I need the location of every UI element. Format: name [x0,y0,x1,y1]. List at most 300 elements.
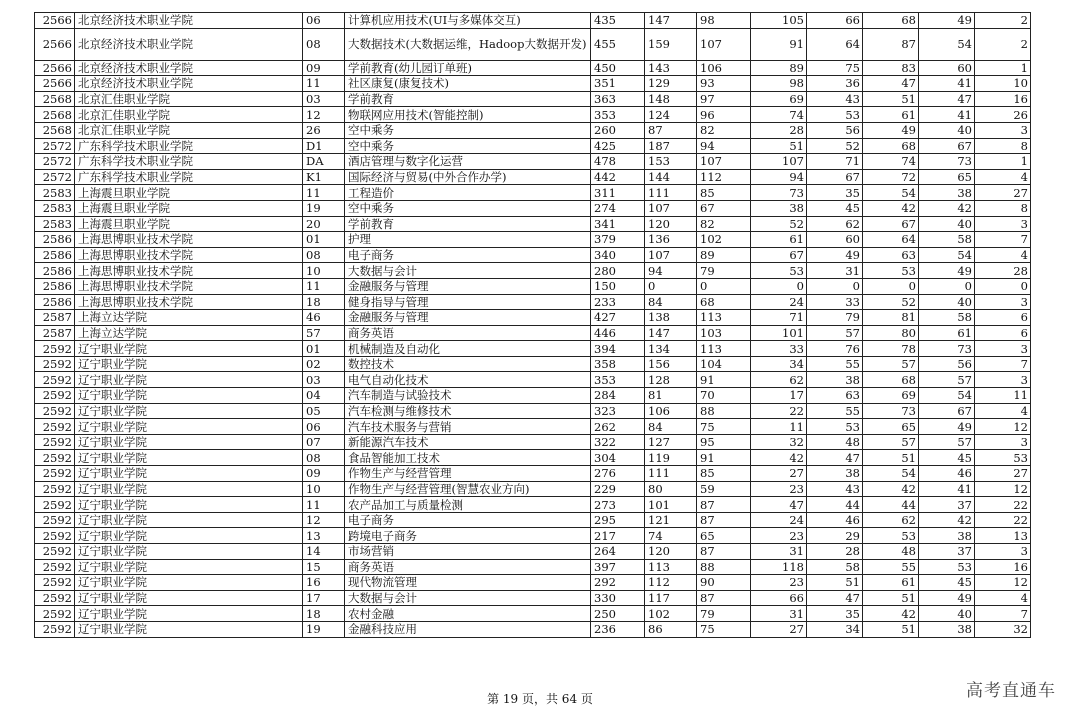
cell-score-f: 67 [919,403,975,419]
cell-count: 4 [975,403,1031,419]
cell-total-score: 276 [591,466,645,482]
cell-score-c: 53 [751,263,807,279]
cell-score-a: 111 [645,466,697,482]
cell-total-score: 304 [591,450,645,466]
cell-major-name: 机械制造及自动化 [345,341,591,357]
cell-score-d: 36 [807,76,863,92]
cell-score-a: 121 [645,512,697,528]
cell-score-a: 128 [645,372,697,388]
cell-score-a: 106 [645,403,697,419]
cell-score-b: 104 [697,356,751,372]
cell-score-e: 54 [863,185,919,201]
cell-major-name: 商务英语 [345,325,591,341]
cell-score-d: 53 [807,107,863,123]
cell-count: 0 [975,278,1031,294]
cell-score-a: 113 [645,559,697,575]
cell-count: 3 [975,294,1031,310]
cell-total-score: 435 [591,13,645,29]
cell-school-name: 辽宁职业学院 [75,403,303,419]
cell-score-b: 112 [697,169,751,185]
table-row [35,185,1031,201]
cell-score-e: 47 [863,76,919,92]
cell-school-code: 2586 [35,294,75,310]
cell-score-c: 27 [751,466,807,482]
table-row [35,200,1031,216]
cell-major-name: 新能源汽车技术 [345,434,591,450]
cell-total-score: 150 [591,278,645,294]
cell-score-a: 120 [645,544,697,560]
cell-score-a: 148 [645,91,697,107]
cell-score-e: 61 [863,107,919,123]
cell-school-code: 2592 [35,388,75,404]
cell-score-c: 42 [751,450,807,466]
cell-school-name: 北京经济技术职业学院 [75,60,303,76]
table-row [35,434,1031,450]
cell-score-b: 79 [697,263,751,279]
cell-total-score: 351 [591,76,645,92]
cell-school-code: 2592 [35,356,75,372]
cell-total-score: 340 [591,247,645,263]
table-row [35,559,1031,575]
cell-score-a: 112 [645,575,697,591]
cell-school-name: 辽宁职业学院 [75,434,303,450]
cell-score-b: 103 [697,325,751,341]
cell-school-name: 北京经济技术职业学院 [75,76,303,92]
cell-school-name: 广东科学技术职业学院 [75,154,303,170]
cell-score-e: 49 [863,122,919,138]
cell-score-b: 0 [697,278,751,294]
cell-score-b: 94 [697,138,751,154]
cell-score-b: 97 [697,91,751,107]
cell-score-d: 48 [807,434,863,450]
table-row [35,481,1031,497]
cell-score-d: 47 [807,590,863,606]
cell-school-name: 上海思博职业技术学院 [75,278,303,294]
cell-school-name: 上海震旦职业学院 [75,185,303,201]
cell-score-b: 87 [697,544,751,560]
cell-score-b: 98 [697,13,751,29]
cell-major-name: 金融服务与管理 [345,278,591,294]
cell-major-code: 07 [303,434,345,450]
cell-score-e: 52 [863,294,919,310]
table-row [35,278,1031,294]
cell-score-e: 72 [863,169,919,185]
cell-score-f: 41 [919,76,975,92]
cell-score-f: 42 [919,512,975,528]
table-row [35,60,1031,76]
cell-score-d: 34 [807,621,863,637]
cell-major-name: 空中乘务 [345,122,591,138]
cell-major-code: 11 [303,76,345,92]
cell-score-e: 62 [863,512,919,528]
table-row [35,263,1031,279]
cell-score-d: 45 [807,200,863,216]
table-row [35,13,1031,29]
cell-school-code: 2566 [35,76,75,92]
table-row [35,388,1031,404]
cell-score-a: 144 [645,169,697,185]
cell-major-name: 商务英语 [345,559,591,575]
cell-score-a: 102 [645,606,697,622]
score-table-container [34,12,1030,638]
cell-score-e: 87 [863,28,919,60]
cell-score-a: 101 [645,497,697,513]
cell-score-f: 40 [919,294,975,310]
cell-count: 1 [975,154,1031,170]
cell-count: 3 [975,544,1031,560]
cell-school-name: 北京汇佳职业学院 [75,91,303,107]
cell-major-code: 46 [303,310,345,326]
cell-score-f: 46 [919,466,975,482]
cell-school-code: 2566 [35,13,75,29]
cell-total-score: 379 [591,232,645,248]
cell-score-a: 94 [645,263,697,279]
cell-score-b: 87 [697,512,751,528]
table-row [35,216,1031,232]
cell-score-b: 89 [697,247,751,263]
cell-score-e: 51 [863,621,919,637]
table-row [35,76,1031,92]
cell-score-e: 0 [863,278,919,294]
cell-major-code: 19 [303,200,345,216]
cell-school-name: 辽宁职业学院 [75,575,303,591]
cell-score-f: 38 [919,528,975,544]
cell-score-d: 57 [807,325,863,341]
cell-score-b: 113 [697,341,751,357]
cell-major-name: 学前教育 [345,216,591,232]
cell-score-b: 85 [697,185,751,201]
cell-score-a: 117 [645,590,697,606]
cell-score-f: 49 [919,419,975,435]
cell-total-score: 353 [591,107,645,123]
cell-score-c: 52 [751,216,807,232]
cell-score-d: 79 [807,310,863,326]
cell-score-e: 53 [863,528,919,544]
cell-score-d: 43 [807,91,863,107]
cell-school-name: 辽宁职业学院 [75,528,303,544]
cell-score-f: 67 [919,138,975,154]
cell-score-e: 68 [863,138,919,154]
cell-score-f: 54 [919,28,975,60]
cell-major-code: 17 [303,590,345,606]
cell-total-score: 425 [591,138,645,154]
cell-score-c: 73 [751,185,807,201]
cell-count: 11 [975,388,1031,404]
cell-total-score: 450 [591,60,645,76]
cell-score-f: 61 [919,325,975,341]
cell-major-code: 14 [303,544,345,560]
cell-score-b: 107 [697,154,751,170]
cell-score-f: 40 [919,216,975,232]
cell-score-b: 93 [697,76,751,92]
cell-score-d: 29 [807,528,863,544]
cell-score-c: 74 [751,107,807,123]
cell-score-a: 153 [645,154,697,170]
cell-score-d: 55 [807,403,863,419]
cell-score-d: 71 [807,154,863,170]
cell-score-e: 80 [863,325,919,341]
cell-school-code: 2572 [35,138,75,154]
table-row [35,122,1031,138]
cell-total-score: 262 [591,419,645,435]
cell-major-code: 08 [303,450,345,466]
cell-score-b: 91 [697,372,751,388]
cell-score-d: 44 [807,497,863,513]
cell-major-code: 02 [303,356,345,372]
table-row [35,91,1031,107]
cell-score-a: 136 [645,232,697,248]
cell-major-name: 汽车制造与试验技术 [345,388,591,404]
cell-school-code: 2586 [35,263,75,279]
cell-count: 12 [975,419,1031,435]
cell-major-code: 03 [303,372,345,388]
cell-count: 1 [975,60,1031,76]
cell-total-score: 427 [591,310,645,326]
cell-score-c: 69 [751,91,807,107]
cell-major-code: 18 [303,606,345,622]
cell-score-f: 49 [919,263,975,279]
cell-count: 6 [975,325,1031,341]
cell-school-code: 2592 [35,481,75,497]
cell-total-score: 330 [591,590,645,606]
cell-score-e: 53 [863,263,919,279]
cell-school-name: 辽宁职业学院 [75,621,303,637]
cell-score-b: 67 [697,200,751,216]
cell-score-d: 75 [807,60,863,76]
cell-total-score: 229 [591,481,645,497]
cell-school-code: 2592 [35,575,75,591]
table-row [35,325,1031,341]
cell-total-score: 274 [591,200,645,216]
cell-major-name: 大数据与会计 [345,263,591,279]
cell-score-c: 61 [751,232,807,248]
cell-score-d: 56 [807,122,863,138]
cell-score-d: 38 [807,372,863,388]
cell-score-f: 42 [919,200,975,216]
cell-score-f: 58 [919,310,975,326]
cell-major-name: 电子商务 [345,512,591,528]
cell-score-e: 42 [863,606,919,622]
cell-major-code: 11 [303,185,345,201]
cell-score-c: 67 [751,247,807,263]
cell-major-name: 汽车技术服务与营销 [345,419,591,435]
cell-score-e: 73 [863,403,919,419]
cell-score-c: 66 [751,590,807,606]
cell-score-e: 64 [863,232,919,248]
score-table-body [35,13,1031,638]
cell-score-d: 64 [807,28,863,60]
cell-score-e: 57 [863,356,919,372]
cell-score-a: 187 [645,138,697,154]
cell-major-name: 空中乘务 [345,200,591,216]
cell-school-name: 北京经济技术职业学院 [75,28,303,60]
cell-score-b: 95 [697,434,751,450]
cell-score-c: 28 [751,122,807,138]
cell-score-b: 59 [697,481,751,497]
cell-score-a: 134 [645,341,697,357]
cell-score-a: 87 [645,122,697,138]
cell-score-e: 55 [863,559,919,575]
cell-major-code: 20 [303,216,345,232]
cell-school-name: 北京汇佳职业学院 [75,122,303,138]
cell-score-b: 87 [697,497,751,513]
table-row [35,247,1031,263]
cell-school-code: 2583 [35,200,75,216]
cell-total-score: 323 [591,403,645,419]
cell-score-d: 38 [807,466,863,482]
cell-major-code: 06 [303,419,345,435]
cell-major-name: 工程造价 [345,185,591,201]
cell-school-code: 2592 [35,466,75,482]
cell-score-b: 82 [697,122,751,138]
cell-score-e: 51 [863,450,919,466]
cell-score-d: 33 [807,294,863,310]
cell-major-name: 护理 [345,232,591,248]
cell-total-score: 284 [591,388,645,404]
cell-count: 27 [975,466,1031,482]
cell-major-name: 健身指导与管理 [345,294,591,310]
cell-score-a: 119 [645,450,697,466]
cell-score-a: 74 [645,528,697,544]
cell-count: 4 [975,247,1031,263]
cell-count: 3 [975,122,1031,138]
cell-count: 16 [975,91,1031,107]
cell-school-name: 广东科学技术职业学院 [75,138,303,154]
cell-score-d: 63 [807,388,863,404]
cell-score-c: 94 [751,169,807,185]
table-row [35,107,1031,123]
cell-score-f: 47 [919,91,975,107]
cell-count: 13 [975,528,1031,544]
cell-school-code: 2572 [35,154,75,170]
cell-score-a: 111 [645,185,697,201]
cell-school-code: 2592 [35,512,75,528]
cell-score-c: 24 [751,294,807,310]
cell-school-name: 辽宁职业学院 [75,356,303,372]
table-row [35,138,1031,154]
cell-school-code: 2592 [35,559,75,575]
cell-school-code: 2592 [35,528,75,544]
cell-score-e: 67 [863,216,919,232]
cell-total-score: 455 [591,28,645,60]
cell-score-c: 23 [751,481,807,497]
cell-school-name: 辽宁职业学院 [75,466,303,482]
cell-school-name: 北京汇佳职业学院 [75,107,303,123]
cell-school-name: 辽宁职业学院 [75,590,303,606]
cell-total-score: 394 [591,341,645,357]
cell-total-score: 311 [591,185,645,201]
cell-score-b: 75 [697,419,751,435]
cell-score-c: 89 [751,60,807,76]
cell-score-b: 96 [697,107,751,123]
cell-score-e: 42 [863,200,919,216]
cell-score-e: 54 [863,466,919,482]
cell-total-score: 478 [591,154,645,170]
cell-major-name: 学前教育(幼儿园订单班) [345,60,591,76]
cell-major-name: 大数据技术(大数据运维，Hadoop大数据开发) [345,28,591,60]
cell-school-name: 辽宁职业学院 [75,450,303,466]
cell-score-e: 68 [863,372,919,388]
table-row [35,310,1031,326]
cell-score-c: 98 [751,76,807,92]
cell-score-e: 69 [863,388,919,404]
cell-score-f: 38 [919,621,975,637]
cell-major-name: 电子商务 [345,247,591,263]
table-row [35,497,1031,513]
cell-major-name: 酒店管理与数字化运营 [345,154,591,170]
cell-total-score: 233 [591,294,645,310]
cell-major-code: K1 [303,169,345,185]
cell-score-d: 60 [807,232,863,248]
cell-total-score: 217 [591,528,645,544]
cell-score-a: 86 [645,621,697,637]
cell-school-code: 2586 [35,278,75,294]
cell-major-code: 08 [303,247,345,263]
cell-count: 3 [975,434,1031,450]
cell-major-code: 13 [303,528,345,544]
cell-count: 4 [975,590,1031,606]
cell-score-c: 62 [751,372,807,388]
cell-score-f: 58 [919,232,975,248]
cell-score-e: 51 [863,590,919,606]
cell-total-score: 295 [591,512,645,528]
cell-major-code: 01 [303,232,345,248]
watermark-text: 高考直通车 [966,681,1056,701]
cell-major-code: 01 [303,341,345,357]
cell-total-score: 363 [591,91,645,107]
cell-count: 3 [975,372,1031,388]
cell-school-name: 辽宁职业学院 [75,544,303,560]
cell-total-score: 264 [591,544,645,560]
table-row [35,528,1031,544]
cell-score-c: 24 [751,512,807,528]
cell-school-code: 2568 [35,107,75,123]
cell-score-c: 71 [751,310,807,326]
cell-major-name: 农产品加工与质量检测 [345,497,591,513]
cell-score-c: 38 [751,200,807,216]
cell-major-name: 电气自动化技术 [345,372,591,388]
cell-count: 7 [975,606,1031,622]
cell-score-c: 31 [751,606,807,622]
cell-score-b: 102 [697,232,751,248]
cell-major-name: 计算机应用技术(UI与多媒体交互) [345,13,591,29]
cell-school-name: 辽宁职业学院 [75,341,303,357]
cell-score-f: 56 [919,356,975,372]
cell-score-a: 84 [645,294,697,310]
cell-score-e: 74 [863,154,919,170]
cell-total-score: 280 [591,263,645,279]
cell-score-c: 33 [751,341,807,357]
table-row [35,28,1031,60]
cell-major-code: DA [303,154,345,170]
cell-score-d: 28 [807,544,863,560]
cell-school-name: 上海震旦职业学院 [75,216,303,232]
cell-score-c: 118 [751,559,807,575]
cell-major-code: 05 [303,403,345,419]
cell-score-b: 91 [697,450,751,466]
table-row [35,466,1031,482]
cell-major-code: 19 [303,621,345,637]
cell-score-d: 76 [807,341,863,357]
table-row [35,169,1031,185]
cell-count: 7 [975,232,1031,248]
cell-score-d: 67 [807,169,863,185]
cell-count: 12 [975,481,1031,497]
cell-score-f: 60 [919,60,975,76]
cell-score-b: 79 [697,606,751,622]
cell-score-c: 11 [751,419,807,435]
table-row [35,372,1031,388]
